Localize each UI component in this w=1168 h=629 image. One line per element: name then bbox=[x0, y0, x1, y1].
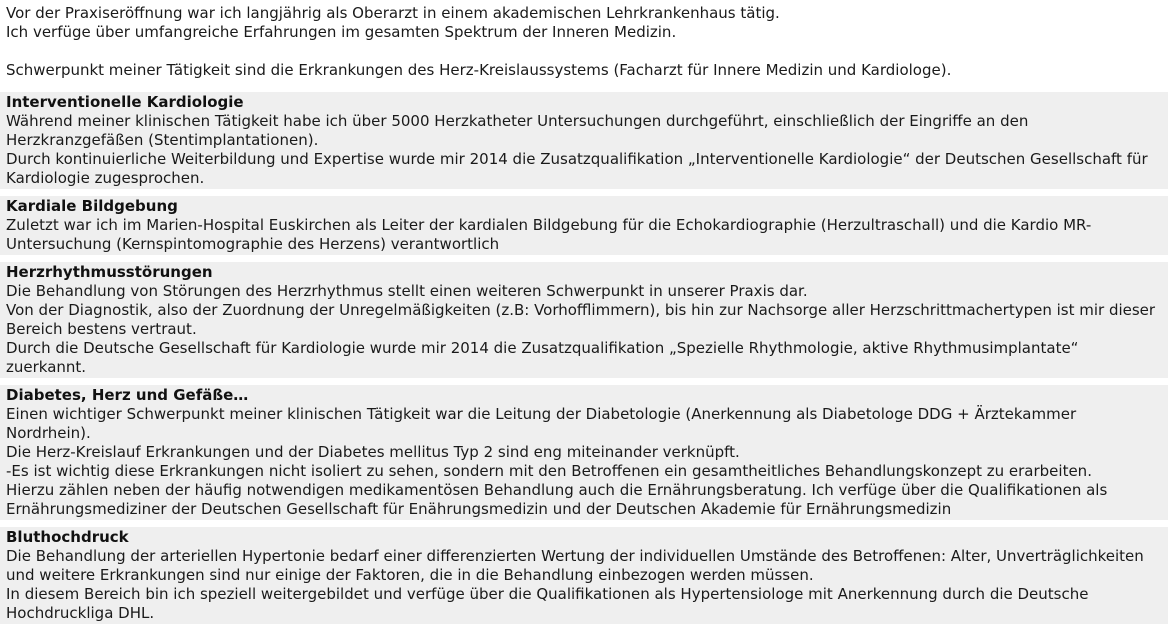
intro bbox=[0, 0, 1168, 80]
section-title: Kardiale Bildgebung bbox=[6, 197, 178, 215]
section-paragraph: Die Behandlung der arteriellen Hypertonie bedarf einer differenzierten Wertung der individuellen Umstände des Betroffenen: Alter, Unverträglichkeiten und weitere Erkrankungen sind nur einige der Faktoren, die in die Behandlung einbezogen werden müssen. bbox=[6, 547, 1144, 584]
spacer bbox=[6, 42, 1162, 61]
section-title: Herzrhythmusstörungen bbox=[6, 263, 213, 281]
section-title: Bluthochdruck bbox=[6, 528, 129, 546]
section-hypertension bbox=[0, 527, 1168, 624]
section-paragraph: Zuletzt war ich im Marien-Hospital Euskirchen als Leiter der kardialen Bildgebung für die Echokardiographie (Herzultraschall) und die Kardio MR-Untersuchung (Kernspintomographie des Herzens) verantwortlich bbox=[6, 216, 1092, 253]
section-arrhythmia bbox=[0, 262, 1168, 378]
section-cardiac-imaging bbox=[0, 196, 1168, 255]
section-paragraph: Von der Diagnostik, also der Zuordnung der Unregelmäßigkeiten (z.B: Vorhofflimmern), bis hin zur Nachsorge aller Herzschrittmachertypen ist mir dieser Bereich bestens vertraut. bbox=[6, 301, 1156, 338]
intro-line-1: Vor der Praxiseröffnung war ich langjährig als Oberarzt in einem akademischen Lehrkrankenhaus tätig. bbox=[6, 4, 780, 22]
section-paragraph: Die Herz-Kreislauf Erkrankungen und der Diabetes mellitus Typ 2 sind eng miteinander verknüpft. bbox=[6, 443, 740, 461]
section-paragraph: Die Behandlung von Störungen des Herzrhythmus stellt einen weiteren Schwerpunkt in unserer Praxis dar. bbox=[6, 282, 808, 300]
section-paragraph: Durch kontinuierliche Weiterbildung und Expertise wurde mir 2014 die Zusatzqualifikation „Interventionelle Kardiologie“ der Deutschen Gesellschaft für Kardiologie zugesprochen. bbox=[6, 150, 1148, 187]
section-diabetes bbox=[0, 385, 1168, 520]
section-paragraph: Durch die Deutsche Gesellschaft für Kardiologie wurde mir 2014 die Zusatzqualifikation „Spezielle Rhythmologie, aktive Rhythmusimplantate“ zuerkannt. bbox=[6, 339, 1079, 376]
section-paragraph: -Es ist wichtig diese Erkrankungen nicht isoliert zu sehen, sondern mit den Betroffenen ein gesamtheitliches Behandlungskonzept zu erarbeiten. bbox=[6, 462, 1092, 480]
section-paragraph: In diesem Bereich bin ich speziell weitergebildet und verfüge über die Qualifikationen als Hypertensiologe mit Anerkennung durch die Deutsche Hochdruckliga DHL. bbox=[6, 585, 1089, 622]
section-title: Diabetes, Herz und Gefäße… bbox=[6, 386, 249, 404]
section-paragraph: Hierzu zählen neben der häufig notwendigen medikamentösen Behandlung auch die Ernährungsberatung. Ich verfüge über die Qualifikationen als Ernährungsmediziner der Deutschen Gesellschaft für Enährungsmedizin und der Deutschen Akademie für Ernährungsmedizin bbox=[6, 481, 1108, 518]
section-interventional-cardiology bbox=[0, 92, 1168, 189]
intro-focus: Schwerpunkt meiner Tätigkeit sind die Erkrankungen des Herz-Kreislaussystems (Facharzt für Innere Medizin und Kardiologe). bbox=[6, 61, 952, 79]
section-paragraph: Während meiner klinischen Tätigkeit habe ich über 5000 Herzkatheter Untersuchungen durchgeführt, einschließlich der Eingriffe an den Herzkranzgefäßen (Stentimplantationen). bbox=[6, 112, 1029, 149]
section-paragraph: Einen wichtiger Schwerpunkt meiner klinischen Tätigkeit war die Leitung der Diabetologie (Anerkennung als Diabetologe DDG + Ärztekammer Nordrhein). bbox=[6, 405, 1077, 442]
intro-line-2: Ich verfüge über umfangreiche Erfahrungen im gesamten Spektrum der Inneren Medizin. bbox=[6, 23, 677, 41]
section-title: Interventionelle Kardiologie bbox=[6, 93, 244, 111]
